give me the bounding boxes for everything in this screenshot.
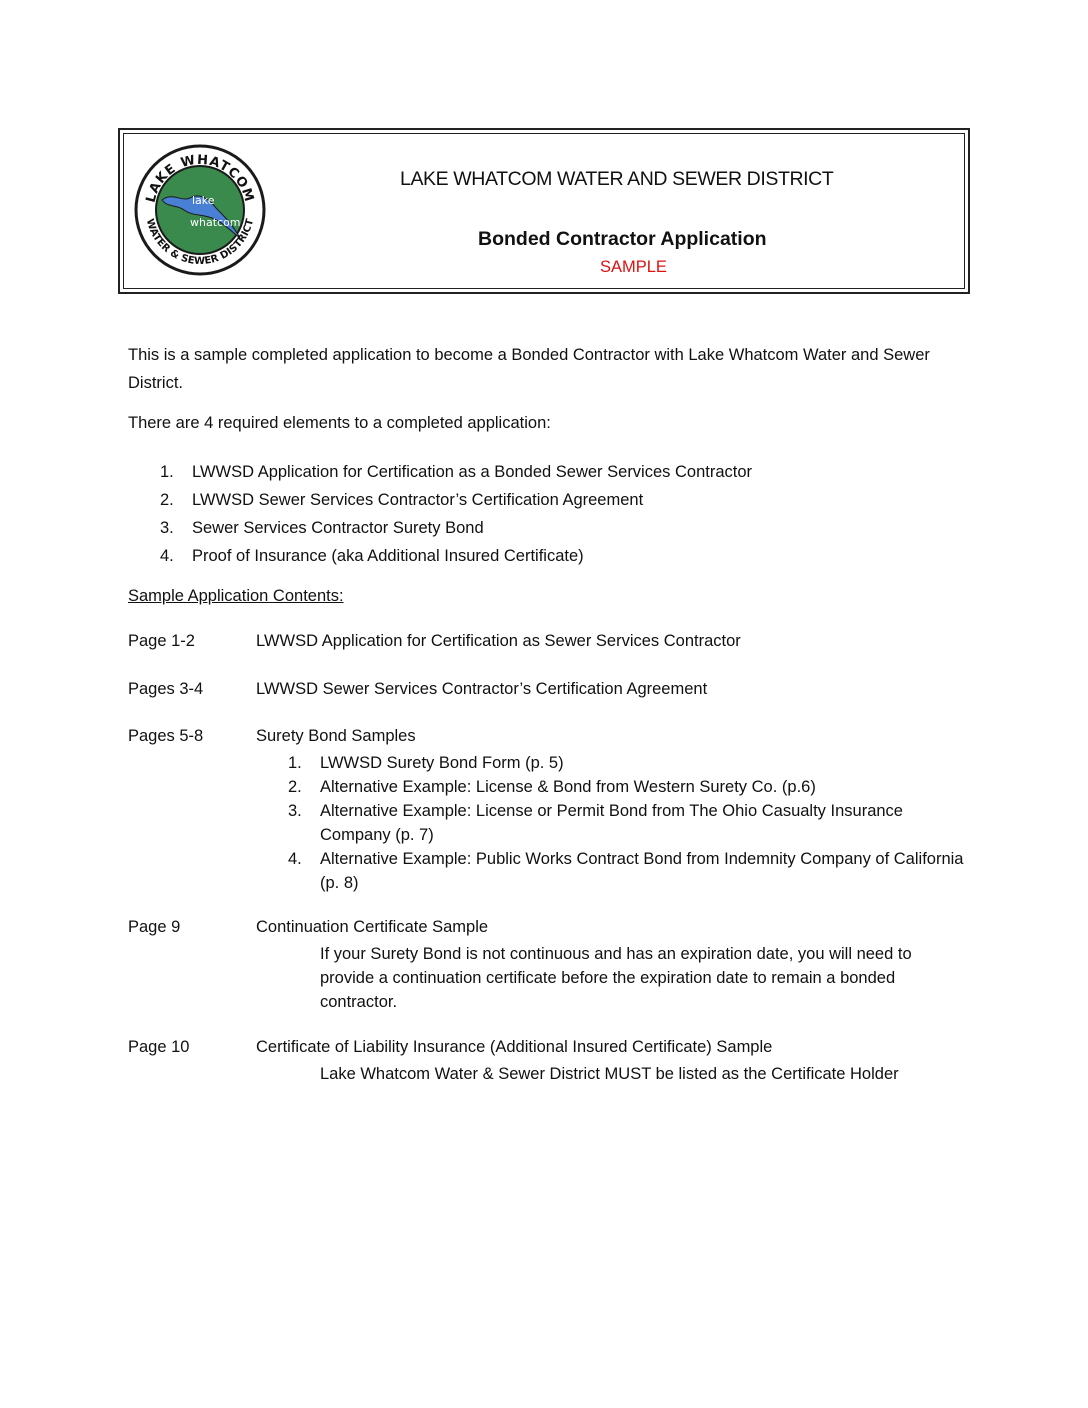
document-title: Bonded Contractor Application	[478, 228, 767, 250]
lake-shape	[162, 196, 240, 238]
page-range: Pages 3-4	[128, 680, 204, 698]
organization-name: LAKE WHATCOM WATER AND SEWER DISTRICT	[400, 168, 834, 190]
page-range: Page 9	[128, 918, 181, 936]
list-text: Alternative Example: License or Permit Bond from The Ohio Casualty Insurance Company (p. 7)	[320, 802, 903, 844]
page-description: Certificate of Liability Insurance (Additional Insured Certificate) Sample	[256, 1038, 773, 1056]
bond-samples-list	[288, 751, 968, 895]
list-item	[160, 542, 752, 570]
list-number: 3.	[288, 802, 302, 820]
list-item	[288, 775, 968, 799]
list-item	[160, 514, 752, 542]
page-description: Surety Bond Samples	[256, 727, 416, 745]
district-logo	[132, 142, 268, 278]
page-description: Continuation Certificate Sample	[256, 918, 489, 936]
contents-heading: Sample Application Contents:	[128, 587, 344, 605]
requirements-lead: There are 4 required elements to a completed application:	[128, 414, 551, 432]
page-range: Page 1-2	[128, 632, 195, 650]
page-note: Lake Whatcom Water & Sewer District MUST be listed as the Certificate Holder	[320, 1065, 899, 1083]
intro-paragraph: This is a sample completed application to become a Bonded Contractor with Lake Whatcom Water and Sewer District.	[128, 346, 930, 392]
logo-ring-top-text: LAKE WHATCOM	[143, 152, 257, 205]
list-text: Sewer Services Contractor Surety Bond	[192, 519, 484, 537]
page-note: If your Surety Bond is not continuous and has an expiration date, you will need to provide a continuation certificate before the expiration date to remain a bonded contractor.	[320, 945, 912, 1011]
page-range: Pages 5-8	[128, 727, 204, 745]
list-text: LWWSD Surety Bond Form (p. 5)	[320, 754, 564, 772]
logo-word-whatcom: whatcom	[190, 216, 241, 229]
list-number: 1.	[288, 754, 302, 772]
list-number: 3.	[160, 519, 174, 537]
sample-label: SAMPLE	[600, 258, 667, 276]
list-text: Alternative Example: Public Works Contract Bond from Indemnity Company of California (p. 8)	[320, 850, 964, 892]
list-item	[288, 751, 968, 775]
logo-word-lake: lake	[192, 194, 215, 207]
header-box	[118, 128, 970, 294]
list-number: 1.	[160, 463, 174, 481]
requirements-list	[160, 458, 752, 570]
list-item	[160, 486, 752, 514]
list-text: LWWSD Application for Certification as a Bonded Sewer Services Contractor	[192, 463, 753, 481]
list-number: 4.	[288, 850, 302, 868]
logo-ring-bottom-text: WATER & SEWER DISTRICT	[143, 217, 257, 268]
svg-text:LAKE WHATCOM	[144, 153, 257, 205]
list-text: LWWSD Sewer Services Contractor’s Certification Agreement	[192, 491, 644, 509]
list-item	[288, 847, 968, 895]
list-item	[160, 458, 752, 486]
list-text: Proof of Insurance (aka Additional Insured Certificate)	[192, 547, 584, 565]
list-item	[288, 799, 968, 847]
list-number: 2.	[160, 491, 174, 509]
list-text: Alternative Example: License & Bond from Western Surety Co. (p.6)	[320, 778, 816, 796]
list-number: 4.	[160, 547, 174, 565]
page-range: Page 10	[128, 1038, 190, 1056]
list-number: 2.	[288, 778, 302, 796]
svg-text:WATER & SEWER DISTRICT	[144, 218, 256, 267]
page-description: LWWSD Sewer Services Contractor’s Certification Agreement	[256, 680, 708, 698]
page-description: LWWSD Application for Certification as Sewer Services Contractor	[256, 632, 741, 650]
